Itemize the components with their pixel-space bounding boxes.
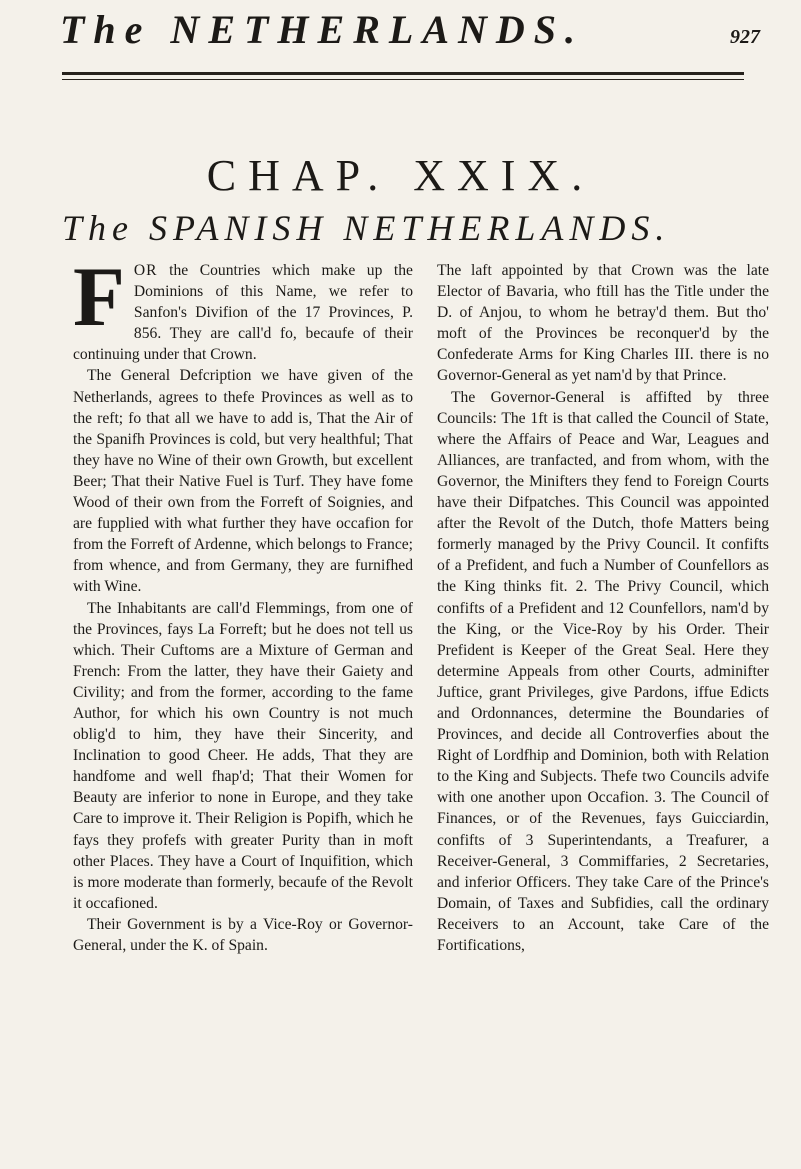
page-number: 927 <box>730 26 760 48</box>
right-column <box>437 260 769 1140</box>
chapter-heading: CHAP. XXIX. <box>206 151 595 200</box>
running-head <box>60 6 760 68</box>
running-title: The NETHERLANDS. <box>60 7 585 52</box>
left-column <box>73 260 413 1140</box>
left-paragraph-1-text: the Countries which make up the Dominions of this Name, we refer to Sanfon's Divifion of the 17 Provinces, P. 856. They are call'd fo, becaufe of their continuing under that Crown. <box>73 262 413 364</box>
header-rule-thick <box>62 72 744 75</box>
right-paragraph-1: The laft appointed by that Crown was the late Elector of Bavaria, who ftill has the Title under the D. of Anjou, to whom he betray'd them. But tho' moft of the Provinces be reconquer'd by the Confederate Arms for King Charles III. there is no Governor-General as yet nam'd by that Prince. <box>437 262 769 385</box>
left-paragraph-2: The General Defcription we have given of the Netherlands, agrees to thefe Provinces as well as to the reft; fo that all we have to add is, That the Air of the Spanifh Provinces is cold, but very healthful; That they have no Wine of their own Growth, but excellent Beer; That their Native Fuel is Turf. They have fome Wood of their own from the Forreft of Soignies, and are fupplied with what further they have occafion for from the Forreft of Ardenne, which belongs to France; from whence, and from Germany, they are furnifhed with Wine. <box>73 367 413 596</box>
left-paragraph-1 <box>73 260 413 365</box>
header-rule-thin <box>62 79 744 80</box>
left-paragraph-4: Their Government is by a Vice-Roy or Governor-General, under the K. of Spain. <box>73 915 413 954</box>
first-word-rest: OR <box>133 262 158 279</box>
drop-cap: F <box>73 260 125 344</box>
left-paragraph-3: The Inhabitants are call'd Flemmings, from one of the Provinces, fays La Forreft; but he does not tell us which. Their Cuftoms are a Mixture of German and French: From the latter, they have their Gaiety and Civility; and from the former, according to the fame Author, for which his own Country is not much oblig'd to him, they have their Sincerity, and Inclination to good Cheer. He adds, That they are handfome and well fhap'd; That their Women for Beauty are inferior to none in Europe, and they take Care to improve it. Their Religion is Popifh, which he fays they profefs with greater Purity than in moft other Places. They have a Court of Inquifition, which is more moderate than formerly, becaufe of the Revolt it occafioned. <box>73 599 413 912</box>
right-paragraph-2: The Governor-General is affifted by three Councils: The 1ft is that called the Council of State, where the Affairs of Peace and War, Leagues and Alliances, are tranfacted, and from whom, with the Governor, the Minifters they fend to Foreign Courts have their Difpatches. This Council was appointed after the Revolt of the Dutch, thofe Matters being formerly managed by the Privy Council. It confifts of a Prefident, and fuch a Number of Counfellors as the King thinks fit. 2. The Privy Council, which confifts of a Prefident and 12 Counfellors, nam'd by the King, or the Vice-Roy by his Order. Their Prefident is Keeper of the Great Seal. Here they determine Appeals from other Courts, adminifter Juftice, grant Privileges, give Pardons, iffue Edicts and Ordonnances, determine the Boundaries of Provinces, and decide all Controverfies about the Right of Lordfhip and Dominion, both with Relation to the King and Subjects. Thefe two Councils advife with one another upon Occafion. 3. The Council of Finances, or of the Revenues, fays Guicciardin, confifts of 3 Superintendants, a Treafurer, a Receiver-General, 3 Commiffaries, 2 Secretaries, and inferior Officers. They take Care of the Prince's Domain, of Taxes and Subfidies, call the ordinary Receivers to an Account, take Care of the Fortifications, <box>437 388 769 954</box>
section-title: The SPANISH NETHERLANDS. <box>62 208 671 248</box>
